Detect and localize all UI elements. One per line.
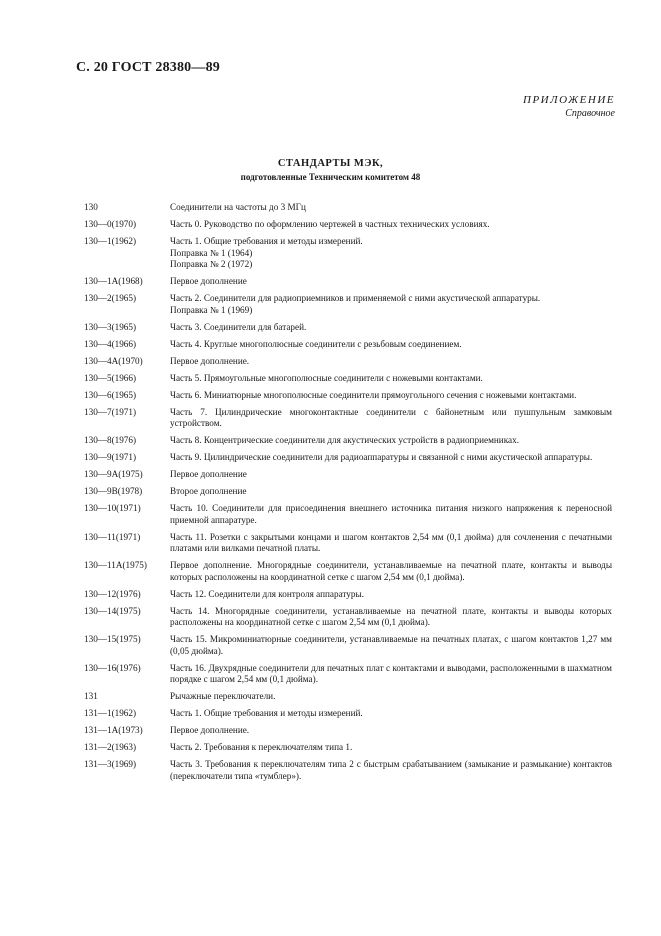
- description-line: Часть 3. Требования к переключателям типа 2 с быстрым срабатыванием (замыкание и размыкание) контактов (переключатели типа «тумблер»).: [170, 759, 612, 781]
- page-header: С. 20 ГОСТ 28380—89: [76, 60, 220, 75]
- list-item: [84, 276, 612, 288]
- standard-description: [170, 560, 612, 583]
- standard-description: [170, 503, 612, 526]
- list-item: [84, 469, 612, 481]
- description-line: Первое дополнение.: [170, 355, 250, 366]
- list-item: [84, 322, 612, 334]
- appendix-label: [523, 94, 615, 119]
- description-line: Часть 4. Круглые многополюсные соединители с резьбовым соединением.: [170, 338, 462, 349]
- description-line: Часть 5. Прямоугольные многополюсные соединители с ножевыми контактами.: [170, 372, 483, 383]
- list-item: [84, 407, 612, 430]
- standard-code: 130—14(1975): [84, 605, 141, 616]
- standard-code: 130—6(1965): [84, 389, 137, 400]
- standard-description: [170, 606, 612, 629]
- standard-description: [170, 589, 612, 601]
- standard-description: [170, 219, 612, 231]
- standard-code: 130—9(1971): [84, 452, 137, 462]
- description-line: Часть 2. Соединители для радиоприемников и применяемой с ними акустической аппаратуры.: [170, 293, 541, 303]
- description-line: Часть 3. Соединители для батарей.: [170, 321, 307, 332]
- standard-code: 130—16(1976): [84, 662, 141, 673]
- standard-code: 131—1(1962): [84, 708, 137, 718]
- title-sub: подготовленные Техническим комитетом 48: [240, 172, 421, 182]
- list-item: [84, 560, 612, 583]
- list-item: [84, 435, 612, 447]
- standard-code: 131—2(1963): [84, 742, 137, 752]
- list-item: [84, 452, 612, 464]
- description-line: Поправка № 1 (1964): [170, 247, 253, 258]
- description-line: Часть 2. Требования к переключателям типа 1.: [170, 742, 353, 752]
- standard-description: [170, 276, 612, 288]
- standard-code: 130—9A(1975): [84, 469, 143, 479]
- list-item: [84, 589, 612, 601]
- list-item: [84, 691, 612, 703]
- description-line: Часть 1. Общие требования и методы измерений.: [170, 708, 363, 718]
- description-line: Часть 12. Соединители для контроля аппаратуры.: [170, 588, 364, 599]
- list-item: [84, 356, 612, 368]
- standard-description: [170, 663, 612, 686]
- description-line: Поправка № 2 (1972): [170, 259, 253, 269]
- list-item: [84, 486, 612, 498]
- description-line: Часть 16. Двухрядные соединители для печатных плат с контактами и выводами, расположенными в шахматном порядке с шагом 2,54 мм (0,1 дюйма).: [170, 662, 612, 684]
- standard-description: [170, 532, 612, 555]
- standard-code: 130—0(1970): [84, 219, 137, 229]
- list-item: [84, 503, 612, 526]
- description-line: Поправка № 1 (1969): [170, 304, 253, 315]
- standards-list: [84, 202, 612, 788]
- standard-code: 130—4A(1970): [84, 355, 143, 366]
- list-item: [84, 759, 612, 782]
- description-line: Второе дополнение: [170, 486, 247, 496]
- description-line: Часть 0. Руководство по оформлению чертежей в частных технических условиях.: [170, 219, 490, 229]
- standard-description: [170, 634, 612, 657]
- standard-code: 130—2(1965): [84, 293, 137, 303]
- description-line: Часть 9. Цилиндрические соединители для радиоаппаратуры и связанной с ними акустической аппаратуры.: [170, 452, 593, 462]
- description-line: Часть 8. Концентрические соединители для акустических устройств в радиоприемниках.: [170, 435, 520, 445]
- standard-code: 131—1A(1973): [84, 725, 143, 735]
- list-item: [84, 390, 612, 402]
- standard-code: 130—11A(1975): [84, 560, 147, 570]
- description-line: Часть 15. Микроминиатюрные соединители, устанавливаемые на печатных платах, с шагом контактов 1,27 мм (0,05 дюйма).: [170, 634, 612, 656]
- standard-description: [170, 469, 612, 481]
- description-line: Часть 14. Многорядные соединители, устанавливаемые на печатной плате, контакты и выводы которых расположены на координатной сетке с шагом 2,54 мм (0,1 дюйма).: [170, 605, 612, 627]
- list-item: [84, 634, 612, 657]
- list-item: [84, 219, 612, 231]
- standard-code: 130—4(1966): [84, 338, 137, 349]
- standard-description: [170, 742, 612, 754]
- list-item: [84, 339, 612, 351]
- standard-code: 130—10(1971): [84, 503, 141, 513]
- standard-code: 130—1A(1968): [84, 276, 143, 286]
- standard-code: 130—8(1976): [84, 435, 137, 445]
- standard-description: [170, 390, 612, 402]
- standard-code: 130—5(1966): [84, 372, 137, 383]
- standard-description: [170, 339, 612, 351]
- description-line: Часть 6. Миниатюрные многополюсные соединители прямоугольного сечения с ножевыми контактами.: [170, 389, 577, 400]
- standard-description: [170, 725, 612, 737]
- description-line: Первое дополнение: [170, 469, 247, 479]
- list-item: [84, 532, 612, 555]
- standard-code: 130—15(1975): [84, 634, 141, 644]
- standard-description: [170, 452, 612, 464]
- list-item: [84, 606, 612, 629]
- title-main: СТАНДАРТЫ МЭК,: [277, 158, 384, 169]
- standard-description: [170, 373, 612, 385]
- standard-code: 130—1(1962): [84, 236, 137, 246]
- standard-description: [170, 691, 612, 703]
- description-line: Часть 10. Соединители для присоединения внешнего источника питания низкого напряжения к переносной приемной аппаратуре.: [170, 503, 612, 525]
- document-title: [0, 158, 661, 182]
- description-line: Первое дополнение: [170, 276, 247, 286]
- description-line: Часть 11. Розетки с закрытыми концами и шагом контактов 2,54 мм (0,1 дюйма) для сочленения с печатными платами или вилками печатной платы.: [170, 531, 612, 553]
- description-line: Часть 1. Общие требования и методы измерений.: [170, 236, 363, 246]
- standard-description: [170, 407, 612, 430]
- list-item: [84, 373, 612, 385]
- standard-code: 130—12(1976): [84, 588, 141, 599]
- standard-description: [170, 708, 612, 720]
- standard-description: [170, 759, 612, 782]
- list-item: [84, 202, 612, 214]
- standard-code: 130: [84, 202, 98, 212]
- list-item: [84, 293, 612, 316]
- standard-code: 130—3(1965): [84, 321, 137, 332]
- list-item: [84, 708, 612, 720]
- standard-description: [170, 486, 612, 498]
- standard-code: 131—3(1969): [84, 759, 137, 769]
- standard-description: [170, 356, 612, 368]
- standard-code: 130—9B(1978): [84, 486, 143, 496]
- list-item: [84, 725, 612, 737]
- appendix-title: ПРИЛОЖЕНИЕ: [523, 94, 615, 106]
- description-line: Часть 7. Цилиндрические многоконтактные соединители с байонетным или пушпульным замковым устройством.: [170, 406, 612, 428]
- list-item: [84, 742, 612, 754]
- description-line: Первое дополнение. Многорядные соединители, устанавливаемые на печатной плате, контакты и выводы которых расположены на координатной сетке с шагом 2,54 мм (0,1 дюйма).: [170, 560, 612, 582]
- list-item: [84, 236, 612, 271]
- standard-description: [170, 435, 612, 447]
- standard-description: [170, 236, 612, 271]
- list-item: [84, 663, 612, 686]
- standard-description: [170, 202, 612, 214]
- standard-description: [170, 322, 612, 334]
- standard-description: [170, 293, 612, 316]
- standard-code: 130—7(1971): [84, 406, 137, 417]
- description-line: Соединители на частоты до 3 МГц: [170, 202, 306, 212]
- description-line: Первое дополнение.: [170, 725, 250, 735]
- description-line: Рычажные переключатели.: [170, 691, 276, 701]
- standard-code: 130—11(1971): [84, 531, 141, 542]
- appendix-subtitle: Справочное: [565, 108, 615, 119]
- standard-code: 131: [84, 691, 98, 701]
